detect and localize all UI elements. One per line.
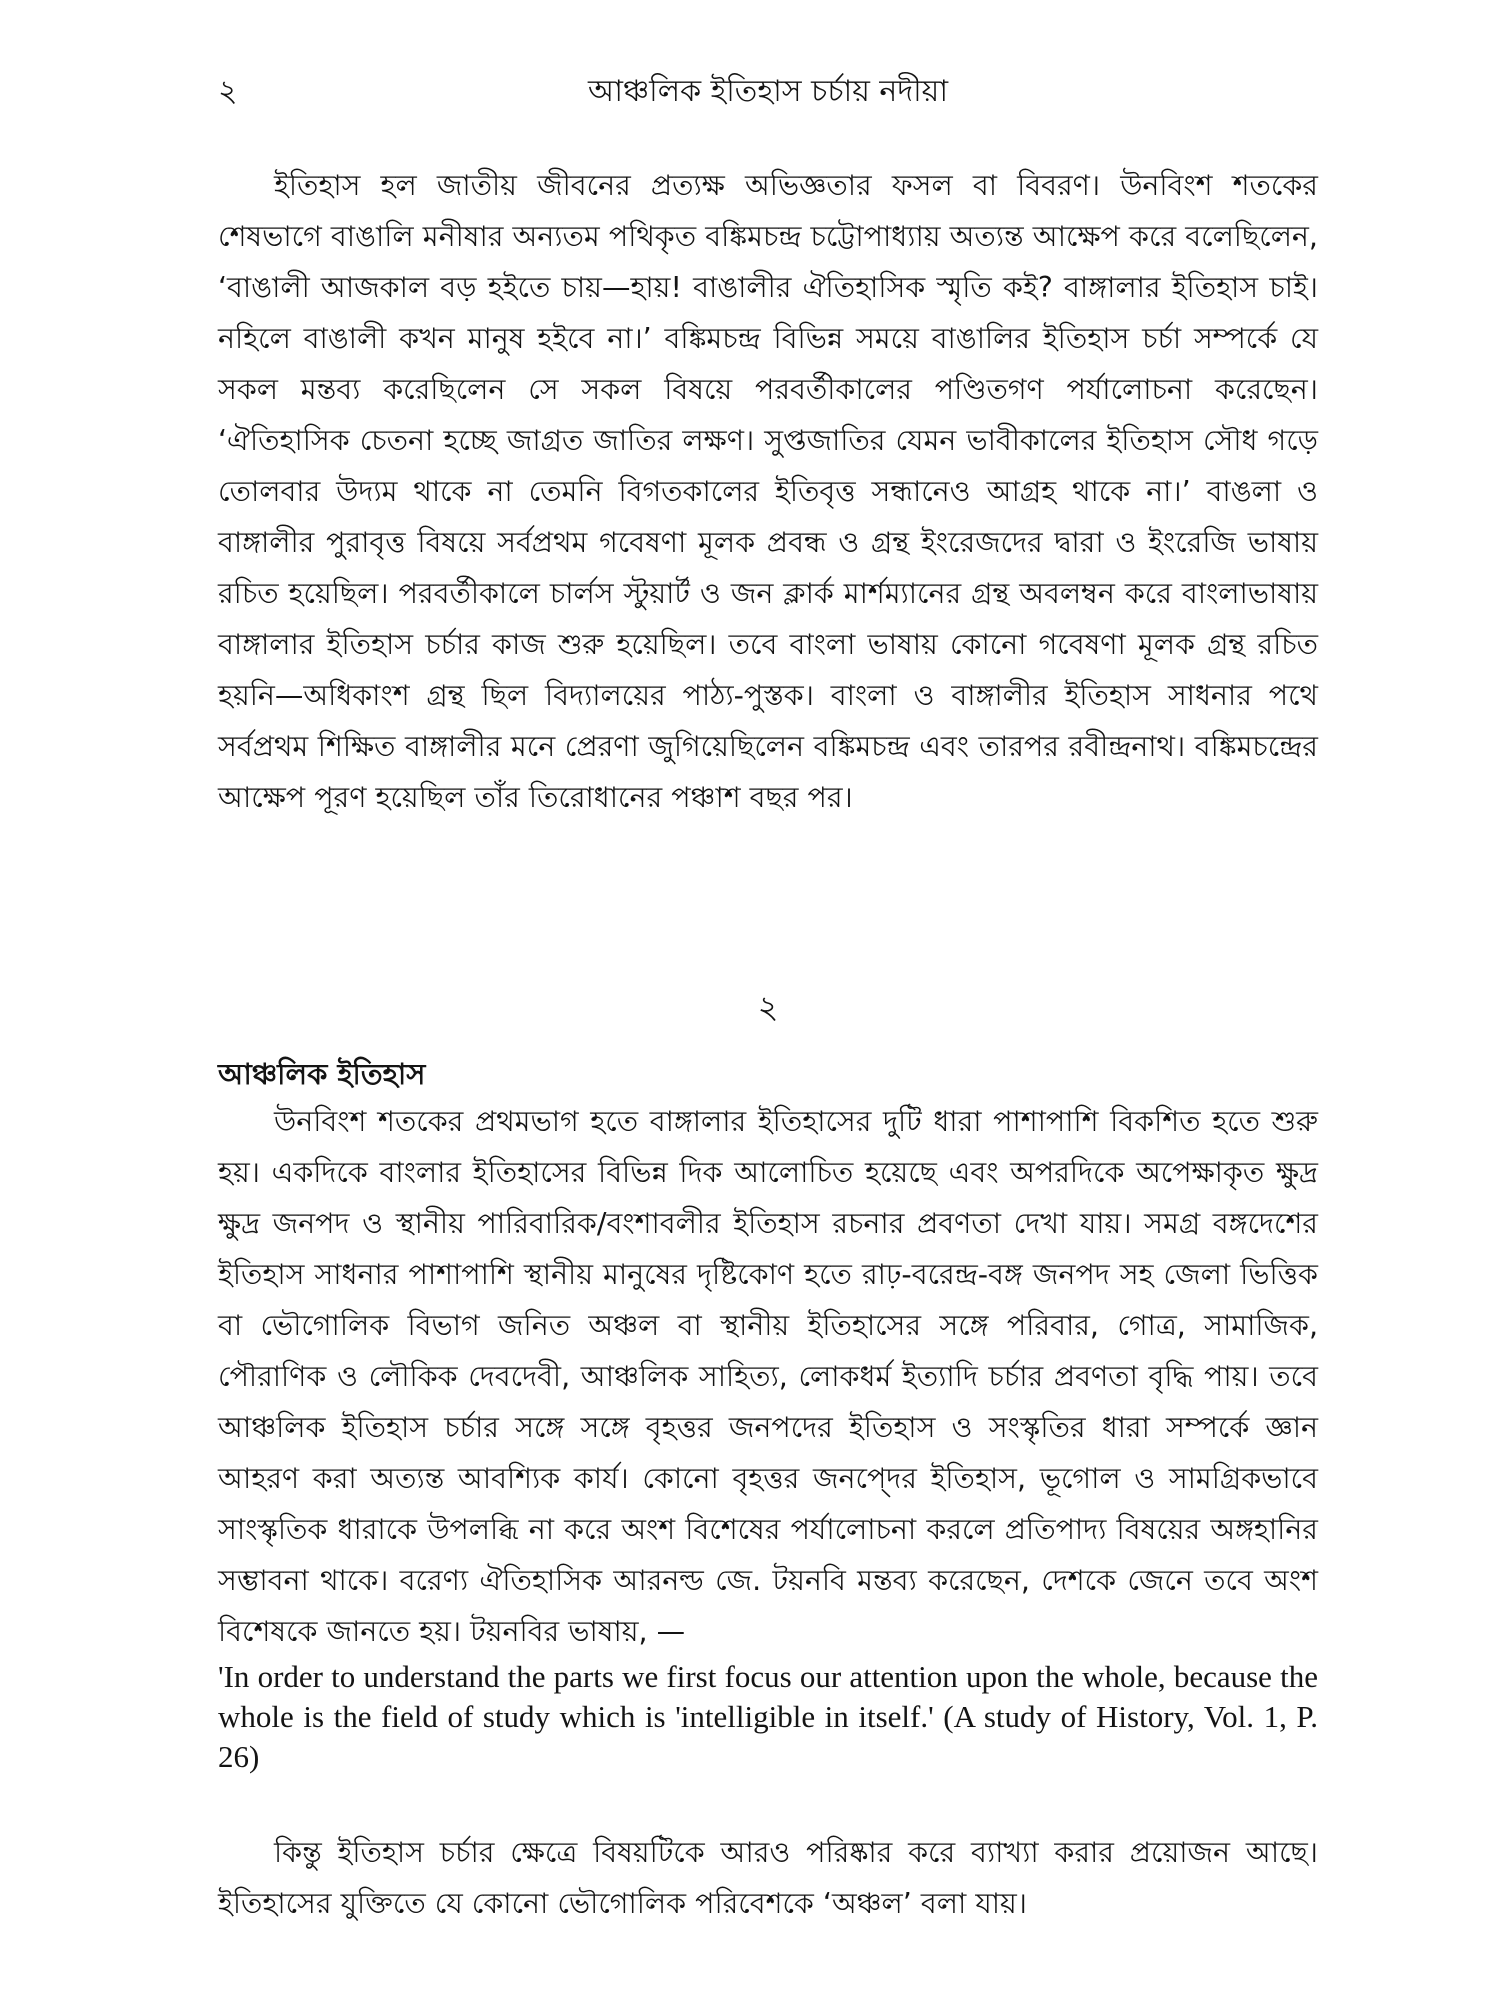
section-2-continuation <box>218 1827 1318 1929</box>
paragraph: উনবিংশ শতকের প্রথমভাগ হতে বাঙ্গালার ইতিহাসের দুটি ধারা পাশাপাশি বিকশিত হতে শুরু হয়। একদিকে বাংলার ইতিহাসের বিভিন্ন দিক আলোচিত হয়েছে এবং অপরদিকে অপেক্ষাকৃত ক্ষুদ্র ক্ষুদ্র জনপদ ও স্থানীয় পারিবারিক/বংশাবলীর ইতিহাস রচনার প্রবণতা দেখা যায়। সমগ্র বঙ্গদেশের ইতিহাস সাধনার পাশাপাশি স্থানীয় মানুষের দৃষ্টিকোণ হতে রাঢ়-বরেন্দ্র-বঙ্গ জনপদ সহ জেলা ভিত্তিক বা ভৌগোলিক বিভাগ জনিত অঞ্চল বা স্থানীয় ইতিহাসের সঙ্গে পরিবার, গোত্র, সামাজিক, পৌরাণিক ও লৌকিক দেবদেবী, আঞ্চলিক সাহিত্য, লোকধর্ম ইত্যাদি চর্চার প্রবণতা বৃদ্ধি পায়। তবে আঞ্চলিক ইতিহাস চর্চার সঙ্গে সঙ্গে বৃহত্তর জনপদের ইতিহাস ও সংস্কৃতির ধারা সম্পর্কে জ্ঞান আহরণ করা অত্যন্ত আবশ্যিক কার্য। কোনো বৃহত্তর জনপ্দের ইতিহাস, ভূগোল ও সামগ্রিকভাবে সাংস্কৃতিক ধারাকে উপলব্ধি না করে অংশ বিশেষের পর্যালোচনা করলে প্রতিপাদ্য বিষয়ের অঙ্গহানির সম্ভাবনা থাকে। বরেণ্য ঐতিহাসিক আরনল্ড জে. টয়নবি মন্তব্য করেছেন, দেশকে জেনে তবে অংশ বিশেষকে জানতে হয়। টয়নবির ভাষায়, — <box>218 1105 1318 1648</box>
section-heading: আঞ্চলিক ইতিহাস <box>218 1057 426 1091</box>
section-1-body <box>218 160 1318 823</box>
english-quote: 'In order to understand the parts we first focus our attention upon the whole, because the whole is the field of study which is 'intelligible in itself.' (A study of History, Vol. 1, P. 26) <box>218 1659 1318 1774</box>
section-number: ২ <box>757 988 779 1026</box>
paragraph: কিন্তু ইতিহাস চর্চার ক্ষেত্রে বিষয়টিকে আরও পরিষ্কার করে ব্যাখ্যা করার প্রয়োজন আছে। ইতিহাসের যুক্তিতে যে কোনো ভৌগোলিক পরিবেশকে ‘অঞ্চল’ বলা যায়। <box>218 1836 1318 1920</box>
section-2-body <box>218 1096 1318 1777</box>
paragraph: ইতিহাস হল জাতীয় জীবনের প্রত্যক্ষ অভিজ্ঞতার ফসল বা বিবরণ। উনবিংশ শতকের শেষভাগে বাঙালি মনীষার অন্যতম পথিকৃত বঙ্কিমচন্দ্র চট্টোপাধ্যায় অত্যন্ত আক্ষেপ করে বলেছিলেন, ‘বাঙালী আজকাল বড় হইতে চায়—হায়! বাঙালীর ঐতিহাসিক স্মৃতি কই? বাঙ্গালার ইতিহাস চাই। নহিলে বাঙালী কখন মানুষ হইবে না।’ বঙ্কিমচন্দ্র বিভিন্ন সময়ে বাঙালির ইতিহাস চর্চা সম্পর্কে যে সকল মন্তব্য করেছিলেন সে সকল বিষয়ে পরবর্তীকালের পণ্ডিতগণ পর্যালোচনা করেছেন। ‘ঐতিহাসিক চেতনা হচ্ছে জাগ্রত জাতির লক্ষণ। সুপ্তজাতির যেমন ভাবীকালের ইতিহাস সৌধ গড়ে তোলবার উদ্যম থাকে না তেমনি বিগতকালের ইতিবৃত্ত সন্ধানেও আগ্রহ থাকে না।’ বাঙলা ও বাঙ্গালীর পুরাবৃত্ত বিষয়ে সর্বপ্রথম গবেষণা মূলক প্রবন্ধ ও গ্রন্থ ইংরেজদের দ্বারা ও ইংরেজি ভাষায় রচিত হয়েছিল। পরবর্তীকালে চার্লস স্টুয়ার্ট ও জন ক্লার্ক মার্শম্যানের গ্রন্থ অবলম্বন করে বাংলাভাষায় বাঙ্গালার ইতিহাস চর্চার কাজ শুরু হয়েছিল। তবে বাংলা ভাষায় কোনো গবেষণা মূলক গ্রন্থ রচিত হয়নি—অধিকাংশ গ্রন্থ ছিল বিদ্যালয়ের পাঠ্য-পুস্তক। বাংলা ও বাঙ্গালীর ইতিহাস সাধনার পথে সর্বপ্রথম শিক্ষিত বাঙ্গালীর মনে প্রেরণা জুগিয়েছিলেন বঙ্কিমচন্দ্র এবং তারপর রবীন্দ্রনাথ। বঙ্কিমচন্দ্রের আক্ষেপ পূরণ হয়েছিল তাঁর তিরোধানের পঞ্চাশ বছর পর। <box>218 169 1318 814</box>
page-header <box>218 72 1318 112</box>
running-title: আঞ্চলিক ইতিহাস চর্চায় নদীয়া <box>587 74 949 109</box>
page-number: ২ <box>218 74 238 109</box>
